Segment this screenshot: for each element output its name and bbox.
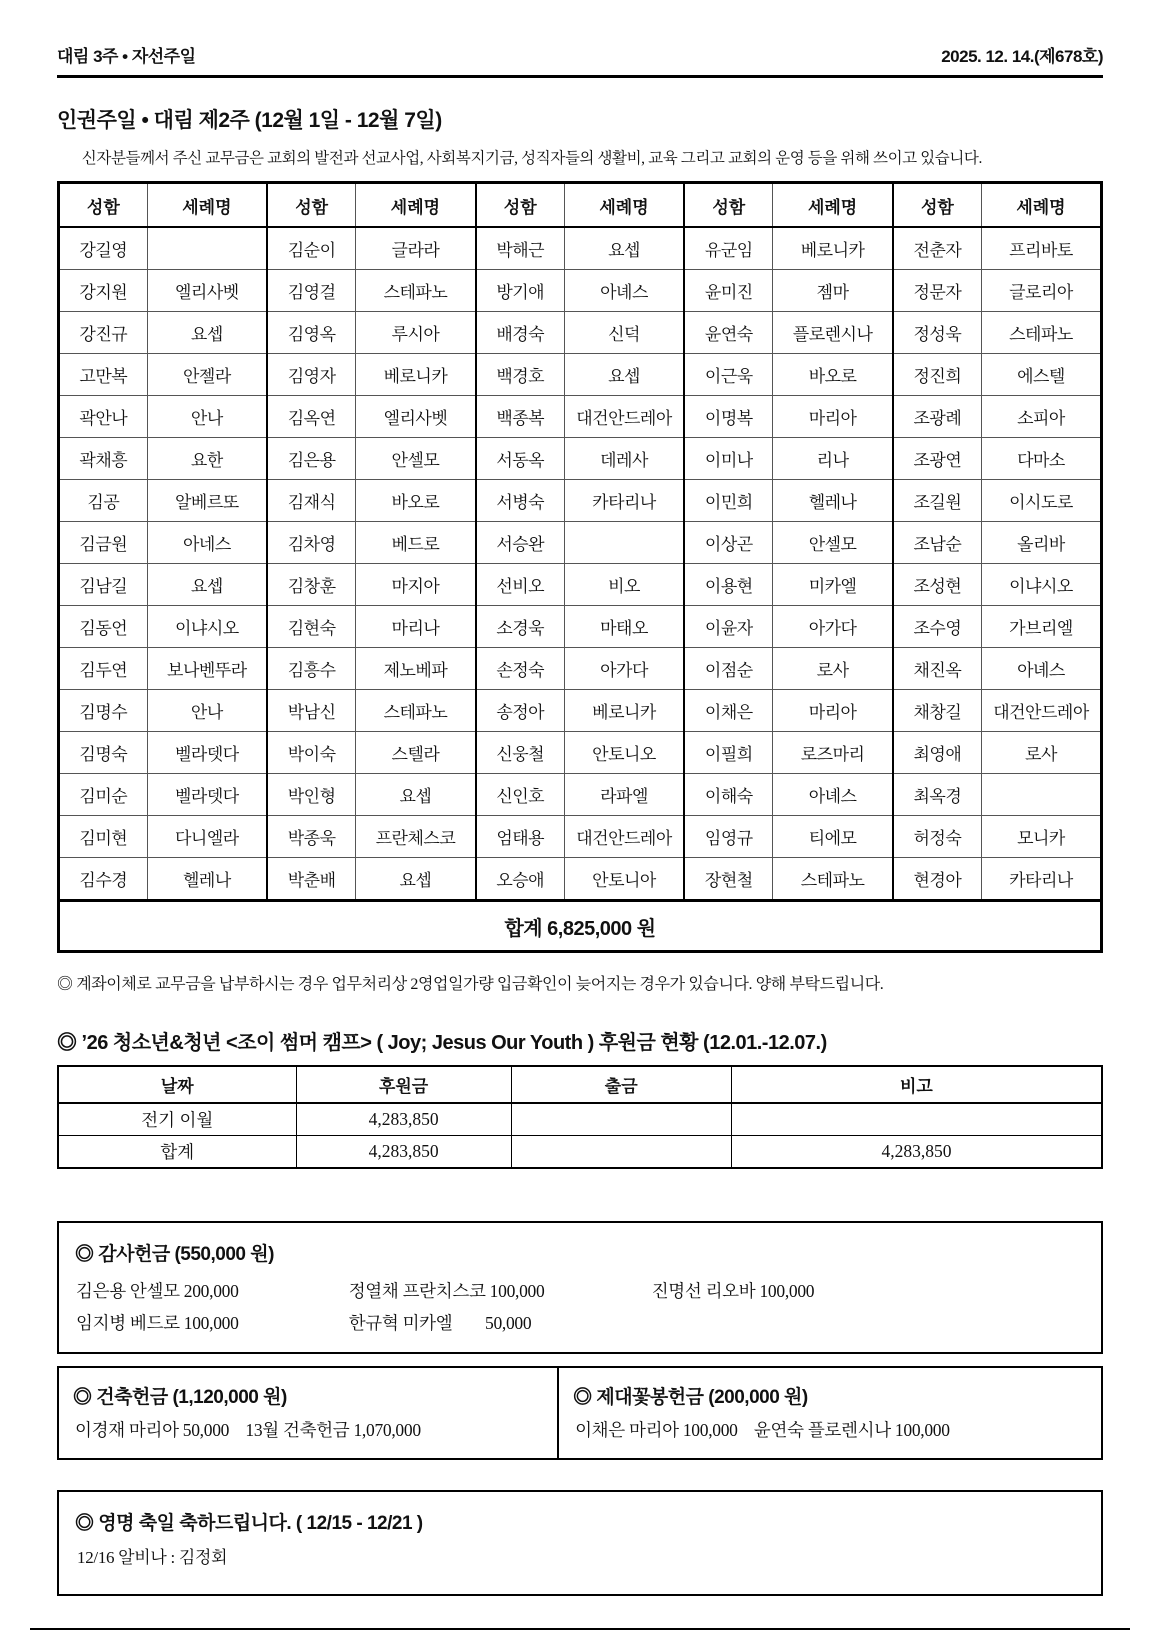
table-cell: 엘리사벳: [356, 396, 476, 438]
table-cell: 박남신: [267, 690, 356, 732]
altar-flower-offering-title: ◎ 제대꽃봉헌금 (200,000 원): [573, 1387, 808, 1408]
table-cell: 전춘자: [893, 227, 982, 270]
table-cell: 배경숙: [476, 312, 565, 354]
table-cell: 라파엘: [564, 774, 684, 816]
table-row: [59, 438, 1102, 480]
table-cell: 아녜스: [564, 270, 684, 312]
table-cell: 장현철: [684, 858, 773, 901]
thanks-offering-title: ◎ 감사헌금 (550,000 원): [75, 1244, 274, 1265]
table-cell: 헬레나: [773, 480, 893, 522]
table-cell: 베드로: [356, 522, 476, 564]
table-cell: 이미나: [684, 438, 773, 480]
intro-text: 신자분들께서 주신 교무금은 교회의 발전과 선교사업, 사회복지기금, 성직자들의 생활비, 교육 그리고 교회의 운영 등을 위해 쓰이고 있습니다.: [81, 150, 982, 167]
table-cell: 벨라뎃다: [147, 774, 267, 816]
table-row: [59, 858, 1102, 901]
table-cell: 요셉: [147, 312, 267, 354]
table-cell: 이근욱: [684, 354, 773, 396]
table-cell: 로사: [981, 732, 1101, 774]
header-cell: 세례명: [564, 183, 684, 228]
table-cell: 김창훈: [267, 564, 356, 606]
page-header: [57, 42, 1103, 67]
header-cell: 세례명: [356, 183, 476, 228]
thanks-entries-body: [75, 1274, 1085, 1338]
table-cell: 박해근: [476, 227, 565, 270]
header-cell: 성함: [476, 183, 565, 228]
table-cell: 한규혁 미카엘 50,000: [348, 1312, 532, 1333]
table-cell: 김영옥: [267, 312, 356, 354]
table-cell: 다마소: [981, 438, 1101, 480]
table-cell: 제노베파: [356, 648, 476, 690]
table-cell: 김은용 안셀모 200,000: [76, 1280, 239, 1301]
table-cell: 진명선 리오바 100,000: [651, 1280, 815, 1301]
table-cell: 엄태용: [476, 816, 565, 858]
table-cell: 보나벤뚜라: [147, 648, 267, 690]
table-cell: 요셉: [147, 564, 267, 606]
header-issue-date: 2025. 12. 14.(제678호): [941, 47, 1103, 66]
table-cell: 윤미진: [684, 270, 773, 312]
table-cell: 이윤자: [684, 606, 773, 648]
table-cell: 요셉: [564, 354, 684, 396]
header-cell: 세례명: [147, 183, 267, 228]
table-cell: 마지아: [356, 564, 476, 606]
table-cell: 이명복: [684, 396, 773, 438]
table-row: [59, 690, 1102, 732]
table-cell: 송정아: [476, 690, 565, 732]
table-cell: 안나: [147, 690, 267, 732]
table-row: [59, 354, 1102, 396]
table-cell: 대건안드레아: [564, 396, 684, 438]
table-row: [59, 270, 1102, 312]
table-cell: 카타리나: [981, 858, 1101, 901]
camp-table-body: [58, 1103, 1102, 1168]
table-cell: 프리바토: [981, 227, 1101, 270]
table-cell: 스테파노: [356, 270, 476, 312]
offering-total: 합계 6,825,000 원: [59, 901, 1102, 952]
header-cell: 세례명: [981, 183, 1101, 228]
feast-day-line: 12/16 알비나 : 김정회: [77, 1548, 228, 1567]
table-row: [59, 774, 1102, 816]
table-row: [59, 227, 1102, 270]
feast-day-box: [57, 1490, 1103, 1596]
table-cell: 신인호: [476, 774, 565, 816]
table-row: [59, 732, 1102, 774]
table-cell: 김공: [59, 480, 148, 522]
thanks-offering-box: [57, 1221, 1103, 1354]
table-cell: [511, 1136, 731, 1169]
table-cell: 미카엘: [773, 564, 893, 606]
table-cell: 이채은: [684, 690, 773, 732]
table-cell: 에스텔: [981, 354, 1101, 396]
table-cell: 안토니오: [564, 732, 684, 774]
table-cell: 카타리나: [564, 480, 684, 522]
table-cell: 김미순: [59, 774, 148, 816]
table-cell: [564, 522, 684, 564]
table-cell: 김금원: [59, 522, 148, 564]
table-cell: 소피아: [981, 396, 1101, 438]
table-cell: 아가다: [564, 648, 684, 690]
table-cell: 정열채 프란치스코 100,000: [348, 1280, 545, 1301]
camp-fund-heading: ◎ ’26 청소년&청년 <조이 썸머 캠프> ( Joy; Jesus Our Youth ) 후원금 현황 (12.01.-12.07.): [57, 1032, 827, 1054]
table-cell: 요셉: [564, 227, 684, 270]
table-cell: 방기애: [476, 270, 565, 312]
table-cell: 바오로: [356, 480, 476, 522]
table-cell: 조광례: [893, 396, 982, 438]
table-cell: 임지병 베드로 100,000: [76, 1312, 239, 1333]
table-cell: 이용현: [684, 564, 773, 606]
table-cell: 로즈마리: [773, 732, 893, 774]
table-cell: 김흥수: [267, 648, 356, 690]
table-cell: 이냐시오: [981, 564, 1101, 606]
table-cell: 선비오: [476, 564, 565, 606]
table-cell: 엘리사벳: [147, 270, 267, 312]
camp-fund-table: [57, 1065, 1103, 1169]
table-cell: 김영자: [267, 354, 356, 396]
table-cell: 김미현: [59, 816, 148, 858]
table-cell: 티에모: [773, 816, 893, 858]
table-cell: 조수영: [893, 606, 982, 648]
offering-total-row: [59, 901, 1102, 952]
table-cell: 베로니카: [564, 690, 684, 732]
table-cell: 임영규: [684, 816, 773, 858]
table-cell: 김재식: [267, 480, 356, 522]
table-cell: 신덕: [564, 312, 684, 354]
table-cell: 정진희: [893, 354, 982, 396]
table-cell: 서동옥: [476, 438, 565, 480]
table-cell: 다니엘라: [147, 816, 267, 858]
table-cell: 요셉: [356, 858, 476, 901]
table-row: [59, 648, 1102, 690]
table-cell: 4,283,850: [296, 1136, 511, 1169]
table-cell: 글라라: [356, 227, 476, 270]
table-cell: 김차영: [267, 522, 356, 564]
table-cell: 김명수: [59, 690, 148, 732]
table-cell: 김명숙: [59, 732, 148, 774]
page-bottom-rule: [30, 1628, 1130, 1630]
table-cell: 이시도로: [981, 480, 1101, 522]
table-cell: 안나: [147, 396, 267, 438]
table-cell: 안셀모: [356, 438, 476, 480]
table-cell: 안셀모: [773, 522, 893, 564]
table-cell: 마리나: [356, 606, 476, 648]
header-cell: 날짜: [58, 1066, 296, 1103]
transfer-note: ◎ 계좌이체로 교무금을 납부하시는 경우 업무처리상 2영업일가량 입금확인이 늦어지는 경우가 있습니다. 양해 부탁드립니다.: [57, 976, 884, 993]
table-cell: 이민희: [684, 480, 773, 522]
table-cell: 아가다: [773, 606, 893, 648]
table-cell: 모니카: [981, 816, 1101, 858]
table-cell: 이필희: [684, 732, 773, 774]
table-cell: 헬레나: [147, 858, 267, 901]
table-cell: 김남길: [59, 564, 148, 606]
table-cell: 아녜스: [981, 648, 1101, 690]
table-cell: 이상곤: [684, 522, 773, 564]
table-cell: 최옥경: [893, 774, 982, 816]
header-left-title: 대림 3주 • 자선주일: [57, 47, 196, 66]
table-cell: 강지원: [59, 270, 148, 312]
table-cell: 가브리엘: [981, 606, 1101, 648]
table-cell: 채진옥: [893, 648, 982, 690]
thanks-offering-entries: [75, 1274, 1085, 1338]
table-row: [75, 1274, 1085, 1306]
offering-table: [57, 181, 1103, 953]
header-cell: 출금: [511, 1066, 731, 1103]
camp-header-row: [58, 1066, 1102, 1103]
offering-table-body: [59, 227, 1102, 901]
table-cell: 이냐시오: [147, 606, 267, 648]
table-cell: 마리아: [773, 690, 893, 732]
table-cell: 이해숙: [684, 774, 773, 816]
table-cell: 로사: [773, 648, 893, 690]
table-cell: 박인형: [267, 774, 356, 816]
table-cell: 현경아: [893, 858, 982, 901]
table-row: [59, 312, 1102, 354]
table-cell: 강길영: [59, 227, 148, 270]
table-cell: 스테파노: [356, 690, 476, 732]
table-cell: 스테파노: [773, 858, 893, 901]
table-cell: [511, 1103, 731, 1136]
page-title: 인권주일 • 대림 제2주 (12월 1일 - 12월 7일): [57, 109, 442, 132]
table-cell: 이점순: [684, 648, 773, 690]
table-cell: 백종복: [476, 396, 565, 438]
header-cell: 성함: [684, 183, 773, 228]
table-row: [59, 480, 1102, 522]
table-cell: 4,283,850: [731, 1136, 1102, 1169]
table-cell: 프란체스코: [356, 816, 476, 858]
table-row: [59, 564, 1102, 606]
table-cell: 조남순: [893, 522, 982, 564]
header-cell: 세례명: [773, 183, 893, 228]
table-cell: 곽안나: [59, 396, 148, 438]
table-row: [59, 522, 1102, 564]
table-cell: 박종욱: [267, 816, 356, 858]
table-cell: 스테파노: [981, 312, 1101, 354]
table-cell: 정문자: [893, 270, 982, 312]
altar-flower-offering-box: [559, 1366, 1103, 1460]
table-cell: 전기 이월: [58, 1103, 296, 1136]
table-cell: 김수경: [59, 858, 148, 901]
table-row: [59, 816, 1102, 858]
table-cell: 루시아: [356, 312, 476, 354]
altar-flower-offering-line: 이채은 마리아 100,000 윤연숙 플로렌시나 100,000: [575, 1420, 950, 1440]
table-cell: 조성현: [893, 564, 982, 606]
table-cell: 강진규: [59, 312, 148, 354]
table-cell: 비오: [564, 564, 684, 606]
table-cell: 고만복: [59, 354, 148, 396]
table-row: [58, 1136, 1102, 1169]
table-cell: 소경욱: [476, 606, 565, 648]
table-cell: 바오로: [773, 354, 893, 396]
header-cell: 후원금: [296, 1066, 511, 1103]
table-cell: 베로니카: [773, 227, 893, 270]
dual-offering-row: [57, 1366, 1103, 1460]
table-cell: 김동언: [59, 606, 148, 648]
table-cell: 안토니아: [564, 858, 684, 901]
header-cell: 성함: [267, 183, 356, 228]
table-cell: 4,283,850: [296, 1103, 511, 1136]
table-cell: 아녜스: [773, 774, 893, 816]
table-cell: 요한: [147, 438, 267, 480]
table-cell: 올리바: [981, 522, 1101, 564]
table-cell: 오승애: [476, 858, 565, 901]
table-cell: 대건안드레아: [981, 690, 1101, 732]
table-cell: 요셉: [356, 774, 476, 816]
table-cell: 김현숙: [267, 606, 356, 648]
table-cell: 조광연: [893, 438, 982, 480]
building-offering-box: [57, 1366, 559, 1460]
table-cell: 플로렌시나: [773, 312, 893, 354]
table-cell: 김순이: [267, 227, 356, 270]
table-cell: 최영애: [893, 732, 982, 774]
table-row: [59, 606, 1102, 648]
table-cell: [731, 1103, 1102, 1136]
table-cell: 벨라뎃다: [147, 732, 267, 774]
table-cell: 젬마: [773, 270, 893, 312]
table-cell: 김두연: [59, 648, 148, 690]
table-cell: 박이숙: [267, 732, 356, 774]
table-cell: 채창길: [893, 690, 982, 732]
table-cell: 리나: [773, 438, 893, 480]
table-cell: 베로니카: [356, 354, 476, 396]
table-row: [59, 396, 1102, 438]
table-cell: 안젤라: [147, 354, 267, 396]
header-cell: 성함: [59, 183, 148, 228]
table-cell: 허정숙: [893, 816, 982, 858]
table-cell: 손정숙: [476, 648, 565, 690]
table-cell: 마리아: [773, 396, 893, 438]
table-cell: 글로리아: [981, 270, 1101, 312]
table-cell: 데레사: [564, 438, 684, 480]
table-cell: 박춘배: [267, 858, 356, 901]
table-cell: 김은용: [267, 438, 356, 480]
header-divider: [57, 75, 1103, 78]
feast-day-title: ◎ 영명 축일 축하드립니다. ( 12/15 - 12/21 ): [75, 1513, 423, 1534]
table-cell: 알베르또: [147, 480, 267, 522]
table-cell: 아네스: [147, 522, 267, 564]
table-cell: 윤연숙: [684, 312, 773, 354]
table-cell: 정성욱: [893, 312, 982, 354]
building-offering-line: 이경재 마리아 50,000 13월 건축헌금 1,070,000: [75, 1420, 421, 1440]
table-cell: 백경호: [476, 354, 565, 396]
table-cell: 대건안드레아: [564, 816, 684, 858]
header-cell: 비고: [731, 1066, 1102, 1103]
table-cell: 서병숙: [476, 480, 565, 522]
table-cell: 곽채흥: [59, 438, 148, 480]
table-row: [58, 1103, 1102, 1136]
table-cell: 김영걸: [267, 270, 356, 312]
table-row: [75, 1306, 1085, 1338]
building-offering-title: ◎ 건축헌금 (1,120,000 원): [73, 1387, 287, 1408]
offering-header-row: [59, 183, 1102, 228]
table-cell: 김옥연: [267, 396, 356, 438]
table-cell: 조길원: [893, 480, 982, 522]
table-cell: 신웅철: [476, 732, 565, 774]
table-cell: 합계: [58, 1136, 296, 1169]
table-cell: 유군임: [684, 227, 773, 270]
table-cell: 마태오: [564, 606, 684, 648]
table-cell: [981, 774, 1101, 816]
table-cell: [147, 227, 267, 270]
table-cell: [651, 1306, 1085, 1338]
table-cell: 스텔라: [356, 732, 476, 774]
header-cell: 성함: [893, 183, 982, 228]
table-cell: 서승완: [476, 522, 565, 564]
